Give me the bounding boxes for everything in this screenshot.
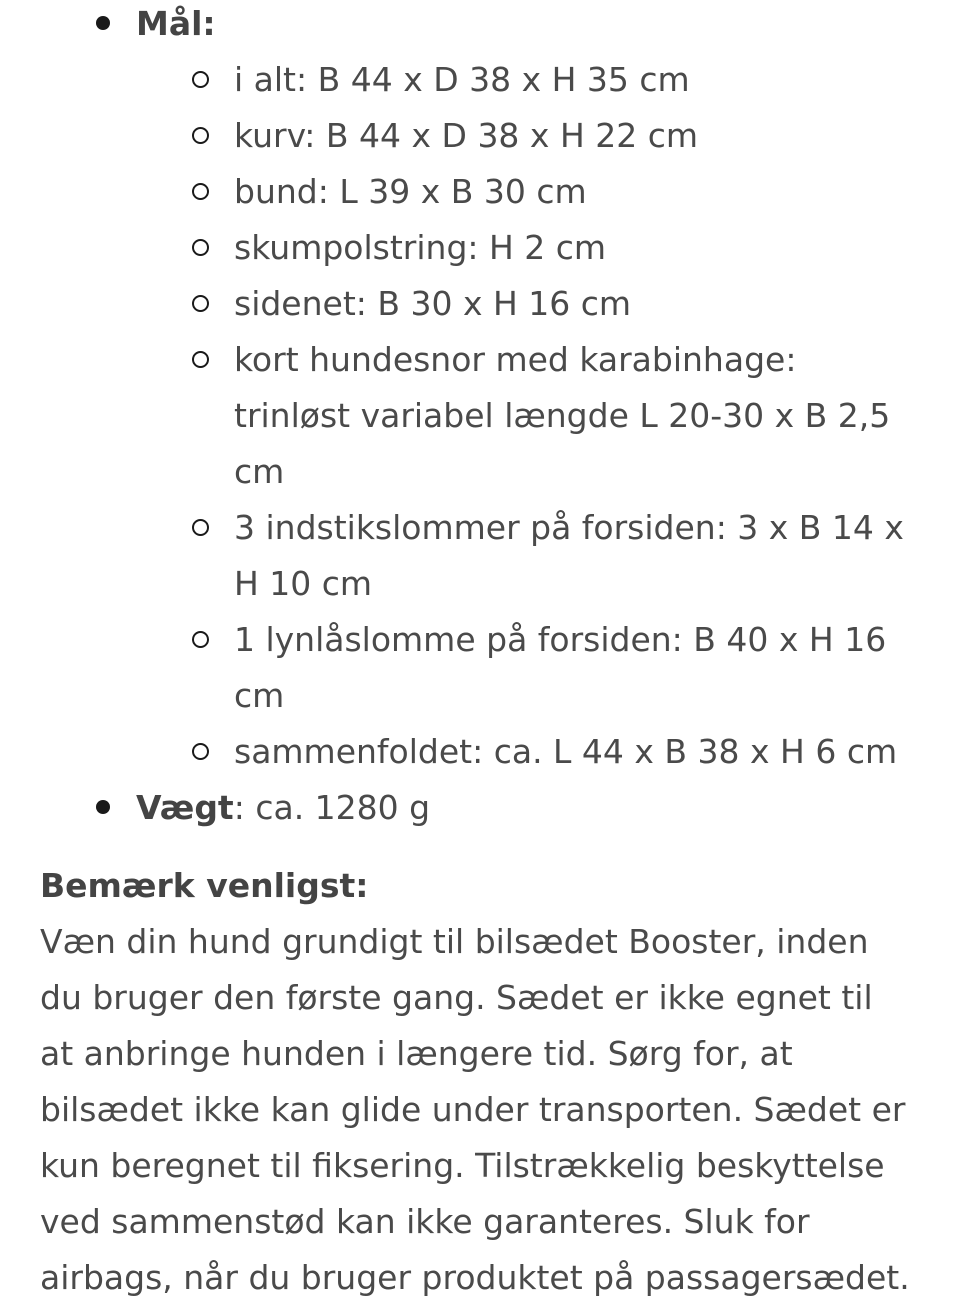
dimension-text: 1 lynlåslomme på forsiden: B 40 x H 16 cm [234,620,887,715]
list-item [136,500,960,612]
weight-value: : ca. 1280 g [233,788,431,827]
note-text: Væn din hund grundigt til bilsædet Booster, inden du bruger den første gang. Sædet er ikke egnet til at anbringe hunden i længere tid. Sørg for, at bilsædet ikke kan glide under transporten. Sædet er kun beregnet til fiksering. Tilstrækkelig beskyttelse ved sammenstød kan ikke garanteres. Sluk for airbags, når du bruger produktet på passagersædet. [40,922,910,1297]
circle-bullet-icon [192,71,209,88]
dimensions-label: Mål: [136,4,216,43]
dimension-text: kurv: B 44 x D 38 x H 22 cm [234,116,699,155]
circle-bullet-icon [192,743,209,760]
dimension-text: sidenet: B 30 x H 16 cm [234,284,632,323]
list-item [136,276,960,332]
dimension-text: sammenfoldet: ca. L 44 x B 38 x H 6 cm [234,732,898,771]
list-item [136,724,960,780]
dimension-text: bund: L 39 x B 30 cm [234,172,587,211]
spec-dimensions [40,0,960,780]
circle-bullet-icon [192,127,209,144]
dimension-text: skumpolstring: H 2 cm [234,228,607,267]
list-item [136,164,960,220]
circle-bullet-icon [192,183,209,200]
circle-bullet-icon [192,295,209,312]
dimension-text: i alt: B 44 x D 38 x H 35 cm [234,60,690,99]
circle-bullet-icon [192,519,209,536]
note-title: Bemærk venligst: [40,866,369,905]
bullet-icon [96,800,110,814]
weight-label: Vægt [136,788,234,827]
dimension-text: 3 indstikslommer på forsiden: 3 x B 14 x H 10 cm [234,508,904,603]
list-item [136,108,960,164]
circle-bullet-icon [192,351,209,368]
bullet-icon [96,16,110,30]
list-item [136,332,960,500]
circle-bullet-icon [192,631,209,648]
note-section [0,858,960,1306]
dimensions-list [136,52,960,780]
list-item [136,52,960,108]
list-item [136,220,960,276]
dimension-text: kort hundesnor med karabinhage: trinløst variabel længde L 20-30 x B 2,5 cm [234,340,891,491]
list-item [136,612,960,724]
spec-weight [40,780,960,836]
circle-bullet-icon [192,239,209,256]
